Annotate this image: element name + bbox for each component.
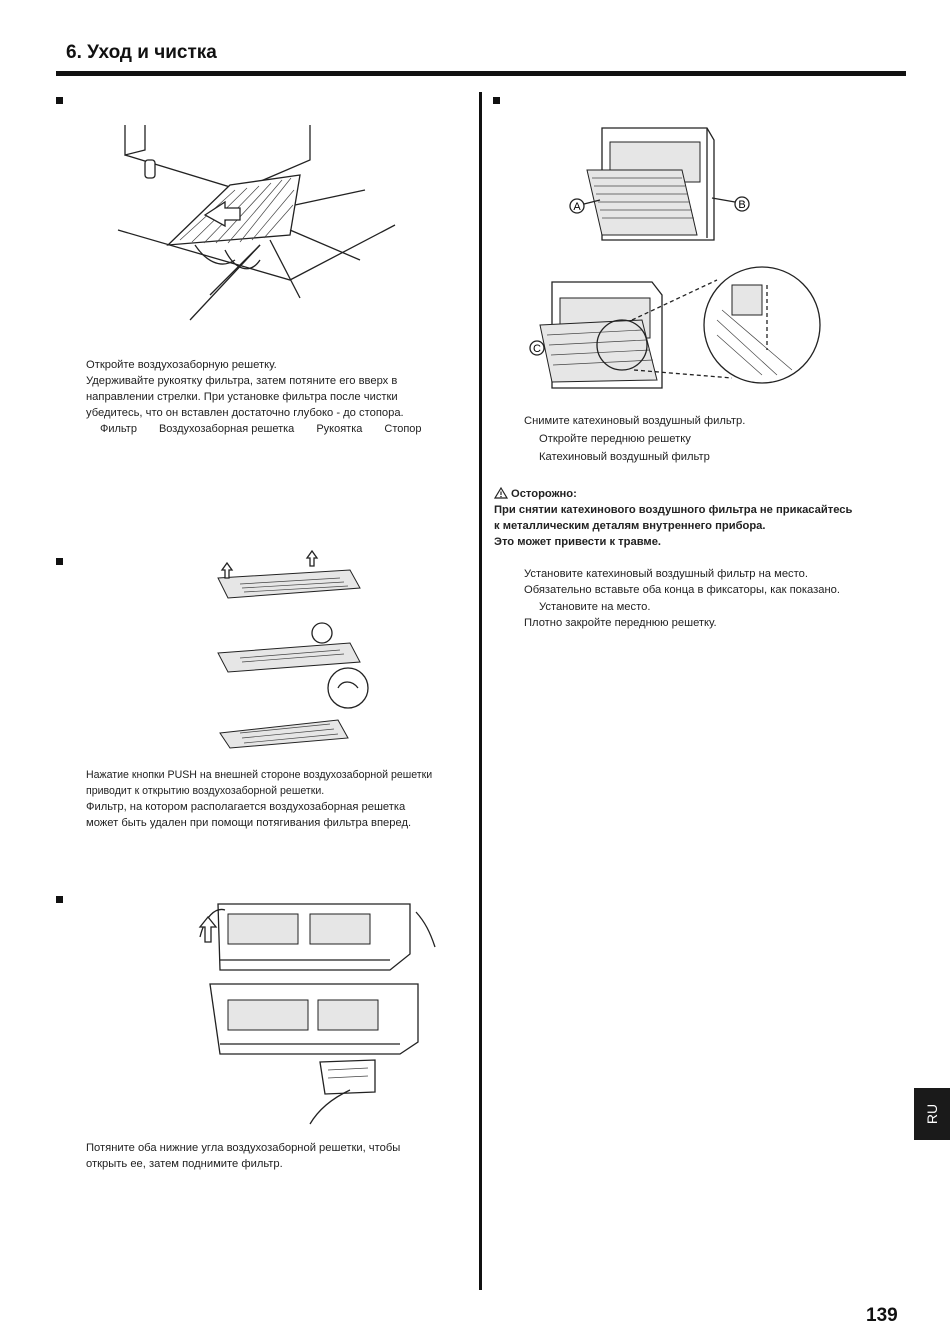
instruction-line: направлении стрелки. При установке фильтра после чистки bbox=[86, 391, 398, 403]
step-line: Снимите катехиновый воздушный фильтр. bbox=[524, 415, 746, 427]
instruction-line: Удерживайте рукоятку фильтра, затем потяните его вверх в bbox=[86, 375, 398, 387]
install-line: Плотно закройте переднюю решетку. bbox=[524, 617, 717, 629]
install-line: Установите катехиновый воздушный фильтр на место. bbox=[524, 568, 808, 580]
instruction-line: Фильтр, на котором располагается воздухозаборная решетка bbox=[86, 801, 406, 813]
callout-b-label: B bbox=[738, 199, 746, 211]
instruction-line: Потяните оба нижние угла воздухозаборной решетки, чтобы bbox=[86, 1142, 401, 1154]
language-tab bbox=[914, 1088, 950, 1140]
legend-item: Фильтр bbox=[100, 423, 137, 435]
instruction-line: открыть ее, затем поднимите фильтр. bbox=[86, 1158, 283, 1170]
instruction-line: Откройте воздухозаборную решетку. bbox=[86, 359, 277, 371]
header-rule bbox=[56, 71, 906, 76]
callout-a-label: A bbox=[573, 201, 581, 213]
section-bullet bbox=[56, 896, 63, 903]
section-bullet bbox=[56, 558, 63, 565]
legend-item: Рукоятка bbox=[316, 423, 363, 435]
step-line: Катехиновый воздушный фильтр bbox=[539, 451, 710, 463]
language-tab-label: RU bbox=[924, 1103, 940, 1125]
instruction-line: может быть удален при помощи потягивания фильтра вперед. bbox=[86, 817, 412, 829]
legend-item: Стопор bbox=[384, 423, 422, 435]
instruction-line: убедитесь, что он вставлен достаточно глубоко - до стопора. bbox=[86, 407, 404, 419]
instruction-line: Нажатие кнопки PUSH на внешней стороне воздухозаборной решетки bbox=[86, 769, 433, 781]
legend bbox=[100, 423, 444, 435]
callout-c-label: C bbox=[533, 343, 541, 355]
caution-line: Это может привести к травме. bbox=[494, 536, 662, 548]
grille-open-illustration bbox=[210, 548, 380, 763]
caution-title: Осторожно: bbox=[511, 488, 577, 500]
page-number: 139 bbox=[866, 1305, 898, 1326]
install-line: Обязательно вставьте оба конца в фиксаторы, как показано. bbox=[524, 584, 840, 596]
caution-line: к металлическим деталям внутреннего прибора. bbox=[494, 520, 766, 532]
section-bullet bbox=[56, 97, 63, 104]
install-line: Установите на место. bbox=[539, 601, 651, 613]
section-bullet bbox=[493, 97, 500, 104]
step-line: Откройте переднюю решетку bbox=[539, 433, 691, 445]
caution-header bbox=[494, 486, 577, 502]
legend-item: Воздухозаборная решетка bbox=[158, 423, 295, 435]
wall-unit-illustration bbox=[180, 892, 440, 1127]
caution-line: При снятии катехинового воздушного фильтра не прикасайтесь bbox=[494, 504, 853, 516]
warning-icon bbox=[494, 487, 508, 499]
filter-removal-illustration bbox=[110, 120, 370, 330]
page-title: 6. Уход и чистка bbox=[66, 42, 217, 63]
catechin-filter-illustration bbox=[522, 120, 832, 390]
instruction-line: приводит к открытию воздухозаборной решетки. bbox=[86, 785, 325, 797]
column-divider bbox=[479, 92, 482, 1290]
